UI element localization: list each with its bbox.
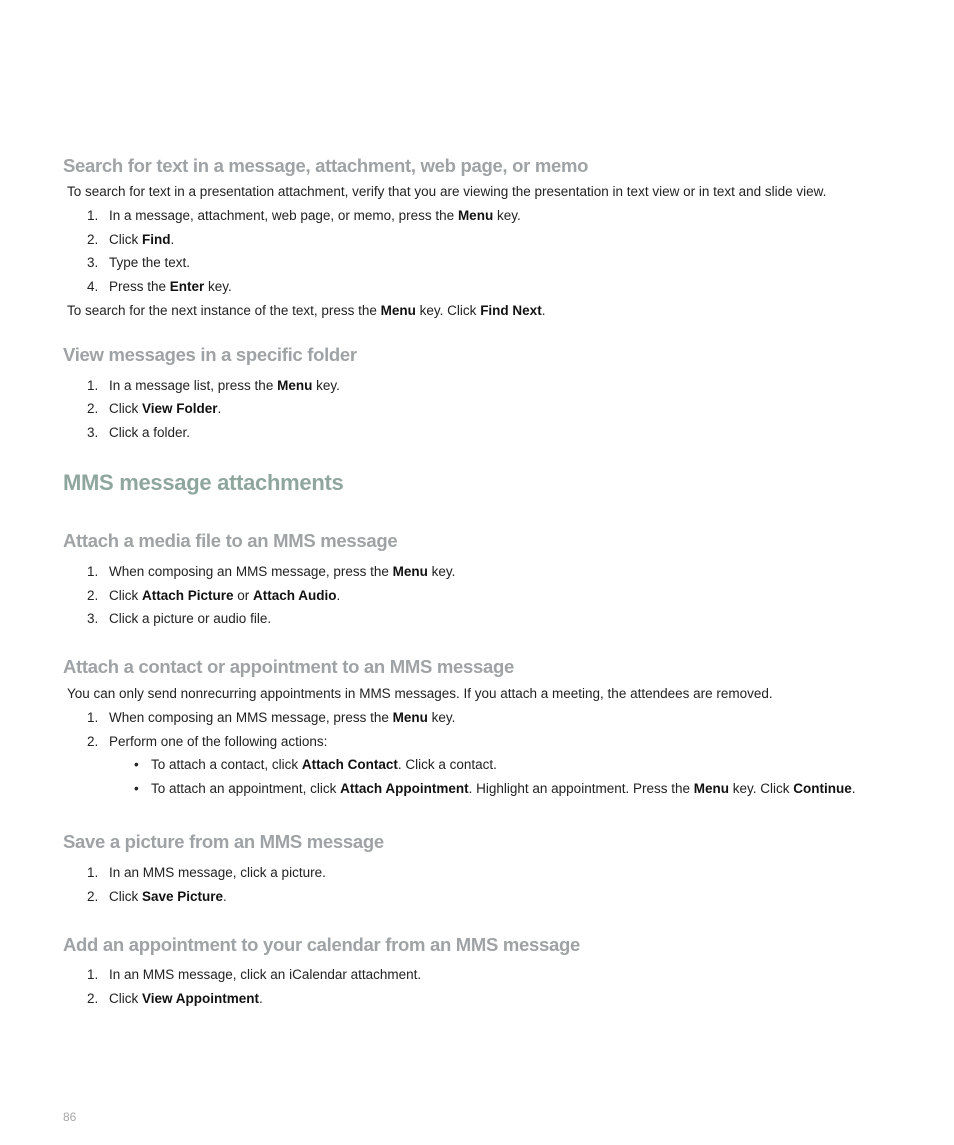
list-item: 3. Type the text. [87,255,191,270]
search-next-note: To search for the next instance of the text, press the Menu key. Click Find Next. [67,303,546,318]
heading-save-picture: Save a picture from an MMS message [63,831,384,852]
heading-view-folder: View messages in a specific folder [63,344,357,365]
list-item: 2. Click Save Picture. [87,889,227,904]
list-item: 3. Click a folder. [87,425,191,440]
search-intro: To search for text in a presentation attachment, verify that you are viewing the presentation in text view or in text and slide view. [67,184,827,199]
page-number: 86 [63,1110,77,1124]
list-item: 1. In a message list, press the Menu key. [87,378,340,393]
list-item: 1. When composing an MMS message, press the Menu key. [87,564,456,579]
bullet-item: • To attach an appointment, click Attach Appointment. Highlight an appointment. Press the Menu key. Click Continue. [134,781,856,796]
bullet-item: • To attach a contact, click Attach Contact. Click a contact. [134,757,497,772]
list-item: 4. Press the Enter key. [87,279,232,294]
heading-attach-media: Attach a media file to an MMS message [63,530,398,551]
attach-contact-intro: You can only send nonrecurring appointments in MMS messages. If you attach a meeting, the attendees are removed. [67,686,773,701]
heading-add-appointment: Add an appointment to your calendar from an MMS message [63,934,581,955]
heading-attach-contact: Attach a contact or appointment to an MMS message [63,656,514,677]
heading-search-text: Search for text in a message, attachment, web page, or memo [63,155,589,176]
list-item: 1. In a message, attachment, web page, or memo, press the Menu key. [87,208,521,223]
list-item: 1. When composing an MMS message, press the Menu key. [87,710,456,725]
list-item: 2. Click Find. [87,232,175,247]
list-item: 1. In an MMS message, click a picture. [87,865,326,880]
list-item: 3. Click a picture or audio file. [87,611,272,626]
list-item: 2. Click Attach Picture or Attach Audio. [87,588,341,603]
list-item: 2. Click View Appointment. [87,991,263,1006]
list-item: 2. Click View Folder. [87,401,222,416]
list-item: 2. Perform one of the following actions: [87,734,328,749]
list-item: 1. In an MMS message, click an iCalendar attachment. [87,967,422,982]
section-title-mms-attachments: MMS message attachments [63,470,344,495]
